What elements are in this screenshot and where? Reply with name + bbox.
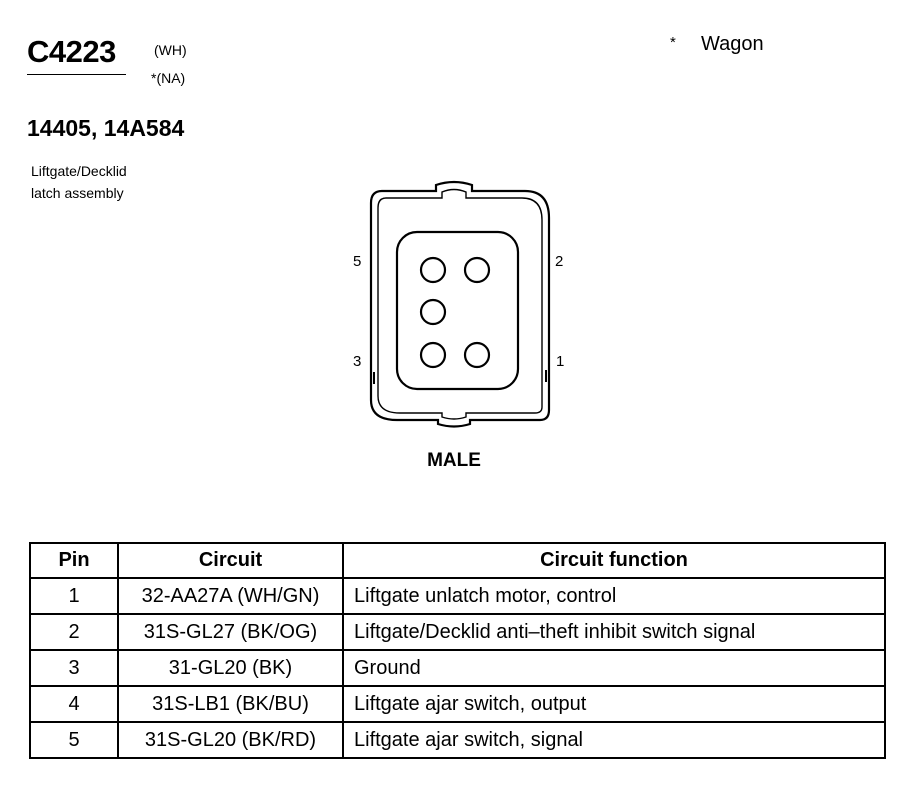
- function-cell: Liftgate ajar switch, output: [343, 686, 885, 722]
- pin-cell: 4: [30, 686, 118, 722]
- note-asterisk: *: [670, 34, 676, 51]
- function-cell: Liftgate ajar switch, signal: [343, 722, 885, 758]
- circuit-cell: 32-AA27A (WH/GN): [118, 578, 343, 614]
- pin-cell: 5: [30, 722, 118, 758]
- header-pin: Pin: [30, 543, 118, 578]
- gender-label: MALE: [427, 450, 481, 471]
- circuit-cell: 31S-LB1 (BK/BU): [118, 686, 343, 722]
- pin-1: [465, 343, 489, 367]
- circuit-cell: 31S-GL27 (BK/OG): [118, 614, 343, 650]
- pin-cell: 1: [30, 578, 118, 614]
- function-cell: Ground: [343, 650, 885, 686]
- color-code-na: *(NA): [151, 70, 186, 86]
- connector-id: C4223: [27, 34, 116, 69]
- pin-2: [465, 258, 489, 282]
- pin-cell: 2: [30, 614, 118, 650]
- pin-label-3: 3: [353, 353, 362, 370]
- pin-label-2: 2: [555, 253, 564, 270]
- table-header-row: [30, 543, 885, 578]
- note-text: Wagon: [701, 33, 764, 55]
- function-cell: Liftgate unlatch motor, control: [343, 578, 885, 614]
- color-code-wh: (WH): [154, 42, 187, 58]
- pin-label-1: 1: [556, 353, 565, 370]
- circuit-cell: 31S-GL20 (BK/RD): [118, 722, 343, 758]
- description-line-2: latch assembly: [31, 185, 124, 201]
- pin-cavity: [397, 232, 518, 389]
- pin-label-5: 5: [353, 253, 362, 270]
- description-line-1: Liftgate/Decklid: [31, 163, 127, 179]
- pin-circuit-table: [29, 542, 886, 759]
- header-circuit: Circuit: [118, 543, 343, 578]
- table-row: [30, 650, 885, 686]
- pin-4: [421, 300, 445, 324]
- table-row: [30, 686, 885, 722]
- pin-3: [421, 343, 445, 367]
- header-circuit-function: Circuit function: [343, 543, 885, 578]
- function-cell: Liftgate/Decklid anti–theft inhibit switch signal: [343, 614, 885, 650]
- pin-5: [421, 258, 445, 282]
- pin-cell: 3: [30, 650, 118, 686]
- circuit-cell: 31-GL20 (BK): [118, 650, 343, 686]
- table-row: [30, 578, 885, 614]
- table-row: [30, 722, 885, 758]
- table-row: [30, 614, 885, 650]
- part-numbers: 14405, 14A584: [27, 115, 185, 141]
